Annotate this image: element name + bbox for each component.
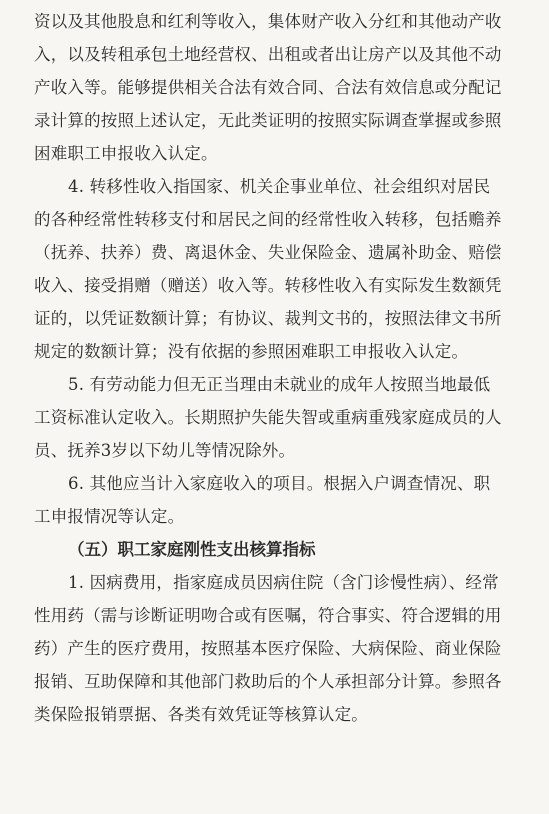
section-heading: （五）职工家庭刚性支出核算指标 [68,540,316,559]
text-line: 困难职工申报收入认定。 [34,144,218,163]
text-line: （抚养、扶养）费、离退休金、失业保险金、遗属补助金、赔偿 [34,243,502,262]
paragraph-medical-expenses [34,566,527,731]
text-line: 的各种经常性转移支付和居民之间的经常性收入转移，包括赡养 [34,210,502,229]
text-line: 工申报情况等认定。 [34,507,185,526]
text-line: 5. 有劳动能力但无正当理由未就业的成年人按照当地最低 [68,375,491,394]
text-line: 录计算的按照上述认定，无此类证明的按照实际调查掌握或参照 [34,111,502,130]
text-line: 产收入等。能够提供相关合法有效合同、合法有效信息或分配记 [34,78,502,97]
text-line: 规定的数额计算；没有依据的参照困难职工申报收入认定。 [34,342,469,361]
text-line: 性用药（需与诊断证明吻合或有医嘱，符合事实、符合逻辑的用 [34,606,502,625]
text-line: 6. 其他应当计入家庭收入的项目。根据入户调查情况、职 [68,474,491,493]
text-line: 证的，以凭证数额计算；有协议、裁判文书的，按照法律文书所 [34,309,502,328]
text-line: 工资标准认定收入。长期照护失能失智或重病重残家庭成员的人 [34,408,502,427]
text-line: 员、抚养3岁以下幼儿等情况除外。 [34,441,296,460]
paragraph-unemployed-adults [34,368,527,467]
text-line: 1. 因病费用，指家庭成员因病住院（含门诊慢性病）、经常 [68,573,499,592]
paragraph-property-income-continued [34,5,527,170]
text-line: 入，以及转租承包土地经营权、出租或者出让房产以及其他不动 [34,45,502,64]
text-line: 收入、接受捐赠（赠送）收入等。转移性收入有实际发生数额凭 [34,276,502,295]
text-line: 资以及其他股息和红利等收入，集体财产收入分红和其他动产收 [34,12,502,31]
text-line: 报销、互助保障和其他部门救助后的个人承担部分计算。参照各 [34,672,502,691]
paragraph-other-income [34,467,527,533]
text-line: 药）产生的医疗费用，按照基本医疗保险、大病保险、商业保险 [34,639,502,658]
text-line: 4. 转移性收入指国家、机关企事业单位、社会组织对居民 [68,177,491,196]
paragraph-transfer-income [34,170,527,368]
text-line: 类保险报销票据、各类有效凭证等核算认定。 [34,705,368,724]
